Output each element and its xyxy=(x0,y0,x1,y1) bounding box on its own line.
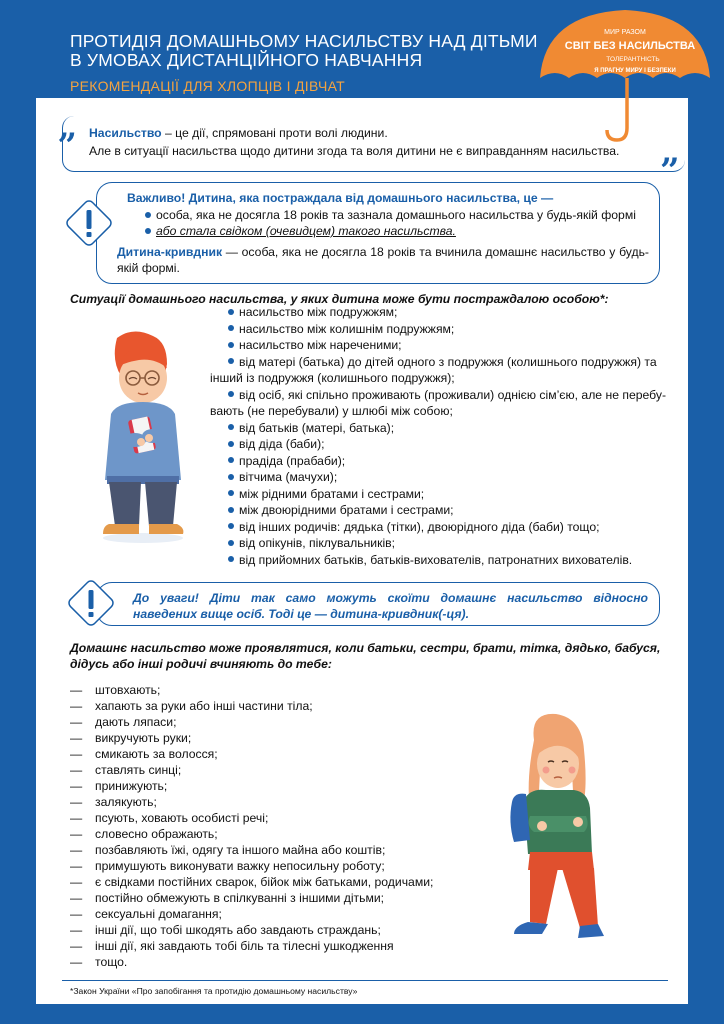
bullet-icon xyxy=(228,325,234,331)
list-item xyxy=(70,682,433,698)
girl-illustration xyxy=(490,710,610,945)
list-item-text: від прийомних батьків, батьків-вихователів, патронатних вихователів. xyxy=(239,552,633,567)
important-item-2 xyxy=(145,224,456,238)
list-item-text: словесно ображають; xyxy=(95,827,218,841)
list-item xyxy=(70,842,433,858)
footnote: *Закон України «Про запобігання та протидію домашньому насильству» xyxy=(70,986,358,996)
open-quote-icon: „ xyxy=(58,107,78,147)
list-item xyxy=(70,938,433,954)
list-item xyxy=(210,519,670,536)
page-subtitle: РЕКОМЕНДАЦІЇ ДЛЯ ХЛОПЦІВ І ДІВЧАТ xyxy=(70,78,346,94)
footnote-divider xyxy=(62,980,668,981)
list-item xyxy=(210,453,670,470)
list-item xyxy=(70,794,433,810)
list-item-text: примушують виконувати важку непосильну роботу; xyxy=(95,859,385,873)
definition-box xyxy=(62,116,685,172)
list-item xyxy=(70,874,433,890)
list-item xyxy=(210,304,670,321)
list-item xyxy=(210,469,670,486)
list-item xyxy=(70,778,433,794)
list-item xyxy=(210,321,670,338)
important-item-1 xyxy=(145,208,636,222)
offender-text: — особа, яка не досягла 18 років та вчинила домашнє насильство у будь-якій формі. xyxy=(117,245,649,275)
dash-icon: — xyxy=(70,923,83,937)
list-item xyxy=(70,714,433,730)
dash-icon: — xyxy=(70,795,83,809)
title-line-1: ПРОТИДІЯ ДОМАШНЬОМУ НАСИЛЬСТВУ НАД ДІТЬМИ xyxy=(70,31,538,51)
bullet-icon xyxy=(228,540,234,546)
dash-icon: — xyxy=(70,763,83,777)
list-item-text: залякують; xyxy=(95,795,157,809)
list-item xyxy=(210,486,670,503)
list-item-text: штовхають; xyxy=(95,683,161,697)
list-item-text: викручують руки; xyxy=(95,731,192,745)
dash-icon: — xyxy=(70,859,83,873)
dash-icon: — xyxy=(70,699,83,713)
dash-icon: — xyxy=(70,955,83,969)
bullet-icon xyxy=(145,212,151,218)
important-box xyxy=(96,182,660,284)
dash-icon: — xyxy=(70,891,83,905)
list-item xyxy=(70,746,433,762)
offender-term: Дитина-кривдник xyxy=(117,245,223,259)
bullet-icon xyxy=(228,441,234,447)
bullet-icon xyxy=(228,490,234,496)
bullet-icon xyxy=(228,391,234,397)
bullet-icon xyxy=(228,342,234,348)
list-item-text: позбавляють їжі, одягу та іншого майна або коштів; xyxy=(95,843,386,857)
list-item-text: дають ляпаси; xyxy=(95,715,177,729)
list-item xyxy=(70,762,433,778)
list-item-text: насильство між колишнім подружжям; xyxy=(239,321,455,336)
list-item-text: тощо. xyxy=(95,955,128,969)
list-item xyxy=(70,954,433,970)
list-item xyxy=(210,502,670,519)
situations-heading: Ситуації домашнього насильства, у яких дитина може бути постраждалою особою*: xyxy=(70,292,609,306)
list-item xyxy=(210,354,670,371)
dash-icon: — xyxy=(70,907,83,921)
umbrella-text-sub1: МИР РАЗОМ xyxy=(604,29,646,36)
domestic-list xyxy=(70,682,433,970)
list-item-text: постійно обмежують в спілкуванні з іншими дітьми; xyxy=(95,891,385,905)
definition-line-2: Але в ситуації насильства щодо дитини згода та воля дитини не є виправданням насильства. xyxy=(89,144,620,158)
list-item xyxy=(70,906,433,922)
bullet-icon xyxy=(228,358,234,364)
domestic-heading: Домашнє насильство може проявлятися, коли батьки, сестри, брати, тітка, дядько, бабуся, дідусь або інші родичі вчиняють до тебе: xyxy=(70,641,661,671)
bullet-icon xyxy=(228,556,234,562)
list-item-text: інші дії, що тобі шкодять або завдають страждань; xyxy=(95,923,381,937)
close-quote-icon: ” xyxy=(660,151,680,191)
bullet-icon xyxy=(228,507,234,513)
list-item-text: від діда (баби); xyxy=(239,437,325,451)
dash-icon: — xyxy=(70,939,83,953)
list-item-text: прадіда (прабаби); xyxy=(239,453,346,468)
list-item xyxy=(210,420,670,437)
list-item xyxy=(210,436,670,453)
dash-icon: — xyxy=(70,827,83,841)
list-item-text: принижують; xyxy=(95,779,168,793)
dash-icon: — xyxy=(70,779,83,793)
definition-rest: – це дії, спрямовані проти волі людини. xyxy=(161,126,388,140)
bullet-icon xyxy=(228,309,234,315)
list-item-text: вітчима (мачухи); xyxy=(239,470,338,484)
attention-box xyxy=(96,582,660,626)
bullet-icon xyxy=(228,474,234,480)
bullet-icon xyxy=(228,457,234,463)
offender-definition xyxy=(117,244,649,276)
list-item-text: від опікунів, піклувальників; xyxy=(239,536,396,550)
page-title xyxy=(70,32,538,70)
bullet-icon xyxy=(228,424,234,430)
list-item xyxy=(70,730,433,746)
bullet-icon xyxy=(228,523,234,529)
list-item-text: від осіб, які спільно проживають (проживали) однією сім’єю, але не перебу- xyxy=(239,387,667,402)
list-item-continued: вають (не перебували) у шлюбі між собою; xyxy=(210,404,453,418)
list-item-text: ставлять синці; xyxy=(95,763,182,777)
list-item-text: є свідками постійних сварок, бійок між батьками, родичами; xyxy=(95,875,434,889)
umbrella-text-main: СВІТ БЕЗ НАСИЛЬСТВА xyxy=(564,40,696,52)
definition-line-1 xyxy=(89,124,669,142)
list-item xyxy=(70,698,433,714)
list-item-text: насильство між нареченими; xyxy=(239,338,402,352)
definition-term: Насильство xyxy=(89,126,162,140)
list-item xyxy=(70,890,433,906)
dash-icon: — xyxy=(70,747,83,761)
list-item-text: інші дії, які завдають тобі біль та тілесні ушкодження xyxy=(95,939,394,953)
list-item-text: від батьків (матері, батька); xyxy=(239,420,395,435)
situations-list xyxy=(210,304,670,568)
dash-icon: — xyxy=(70,731,83,745)
list-item-text: від інших родичів: дядька (тітки), двоюрідного діда (баби) тощо; xyxy=(239,519,600,534)
list-item-text: хапають за руки або інші частини тіла; xyxy=(95,699,313,713)
list-item xyxy=(210,535,670,552)
important-item-2-text: або стала свідком (очевидцем) такого насильства. xyxy=(156,224,456,238)
exclamation-icon xyxy=(64,576,118,630)
important-item-1-text: особа, яка не досягла 18 років та зазнала домашнього насильства у будь-якій формі xyxy=(156,208,636,222)
bullet-icon xyxy=(145,228,151,234)
dash-icon: — xyxy=(70,811,83,825)
definition-text xyxy=(89,124,669,160)
list-item-text: смикають за волосся; xyxy=(95,747,218,761)
list-item xyxy=(70,810,433,826)
umbrella-text-sub2: ТОЛЕРАНТНІСТЬ xyxy=(606,56,660,63)
list-item-text: між двоюрідними братами і сестрами; xyxy=(239,503,454,517)
umbrella-text-sub3: Я ПРАГНУ МИРУ І БЕЗПЕКИ xyxy=(594,68,676,74)
attention-text: До уваги! Діти так само можуть скоїти домашнє насильство відносно наведених вище осіб. Тоді це — дитина-кривдник(-ця). xyxy=(133,591,648,621)
list-item xyxy=(210,337,670,354)
list-item xyxy=(70,826,433,842)
list-item-text: від матері (батька) до дітей одного з подружжя (колишнього подружжя) та xyxy=(239,354,657,369)
list-item-text: насильство між подружжям; xyxy=(239,305,398,319)
list-item-text: між рідними братами і сестрами; xyxy=(239,486,425,501)
dash-icon: — xyxy=(70,683,83,697)
exclamation-icon xyxy=(62,196,116,250)
list-item xyxy=(70,922,433,938)
title-line-2: В УМОВАХ ДИСТАНЦІЙНОГО НАВЧАННЯ xyxy=(70,50,423,70)
list-item xyxy=(70,858,433,874)
important-heading: Важливо! Дитина, яка постраждала від домашнього насильства, це — xyxy=(127,191,554,205)
boy-illustration xyxy=(95,330,195,545)
list-item xyxy=(210,552,670,569)
dash-icon: — xyxy=(70,843,83,857)
dash-icon: — xyxy=(70,875,83,889)
list-item-text: псують, ховають особисті речі; xyxy=(95,811,269,825)
list-item xyxy=(210,387,670,404)
dash-icon: — xyxy=(70,715,83,729)
list-item-text: сексуальні домагання; xyxy=(95,907,222,921)
list-item-continued: інший із подружжя (колишнього подружжя); xyxy=(210,371,455,385)
